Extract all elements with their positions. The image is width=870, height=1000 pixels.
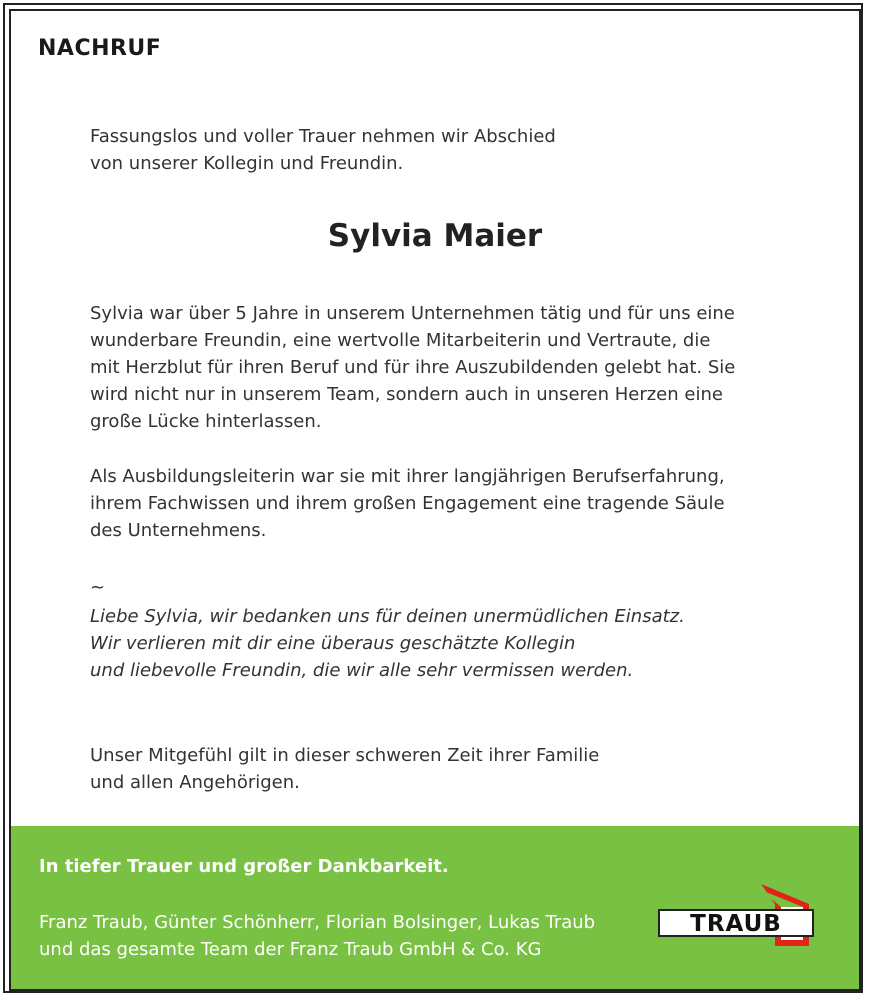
signatory-line: und das gesamte Team der Franz Traub GmbH & Co. KG <box>39 939 542 960</box>
intro-line: Fassungslos und voller Trauer nehmen wir Abschied <box>90 126 556 147</box>
paragraph-line: des Unternehmens. <box>90 520 267 541</box>
logo-text: TRAUB <box>690 911 782 937</box>
paragraph-line: Sylvia war über 5 Jahre in unserem Unternehmen tätig und für uns eine <box>90 303 735 324</box>
traub-logo <box>657 884 821 948</box>
footer-title: In tiefer Trauer und großer Dankbarkeit. <box>39 856 449 877</box>
paragraph-line: wird nicht nur in unserem Team, sondern auch in unseren Herzen eine <box>90 384 723 405</box>
footer-signatories <box>39 909 595 963</box>
quote-line: und liebevolle Freundin, die wir alle sehr vermissen werden. <box>90 660 634 681</box>
paragraph-tribute <box>90 300 790 435</box>
closing-text <box>90 742 599 796</box>
paragraph-role <box>90 463 790 544</box>
paragraph-line: mit Herzblut für ihren Beruf und für ihre Auszubildenden gelebt hat. Sie <box>90 357 736 378</box>
footer-band <box>11 826 859 989</box>
quote-text <box>90 603 685 684</box>
closing-line: Unser Mitgefühl gilt in dieser schweren Zeit ihrer Familie <box>90 745 600 766</box>
paragraph-line: ihrem Fachwissen und ihrem großen Engagement eine tragende Säule <box>90 493 725 514</box>
quote-tilde: ~ <box>90 577 106 598</box>
closing-line: und allen Angehörigen. <box>90 772 300 793</box>
page-title: NACHRUF <box>38 36 162 61</box>
quote-line: Wir verlieren mit dir eine überaus geschätzte Kollegin <box>90 633 576 654</box>
deceased-name: Sylvia Maier <box>327 218 543 254</box>
quote-line: Liebe Sylvia, wir bedanken uns für deinen unermüdlichen Einsatz. <box>90 606 685 627</box>
signatory-line: Franz Traub, Günter Schönherr, Florian Bolsinger, Lukas Traub <box>39 912 596 933</box>
paragraph-line: wunderbare Freundin, eine wertvolle Mitarbeiterin und Vertraute, die <box>90 330 711 351</box>
paragraph-line: Als Ausbildungsleiterin war sie mit ihrer langjährigen Berufserfahrung, <box>90 466 725 487</box>
intro-line: von unserer Kollegin und Freundin. <box>90 153 404 174</box>
intro-text <box>90 123 556 177</box>
paragraph-line: große Lücke hinterlassen. <box>90 411 322 432</box>
